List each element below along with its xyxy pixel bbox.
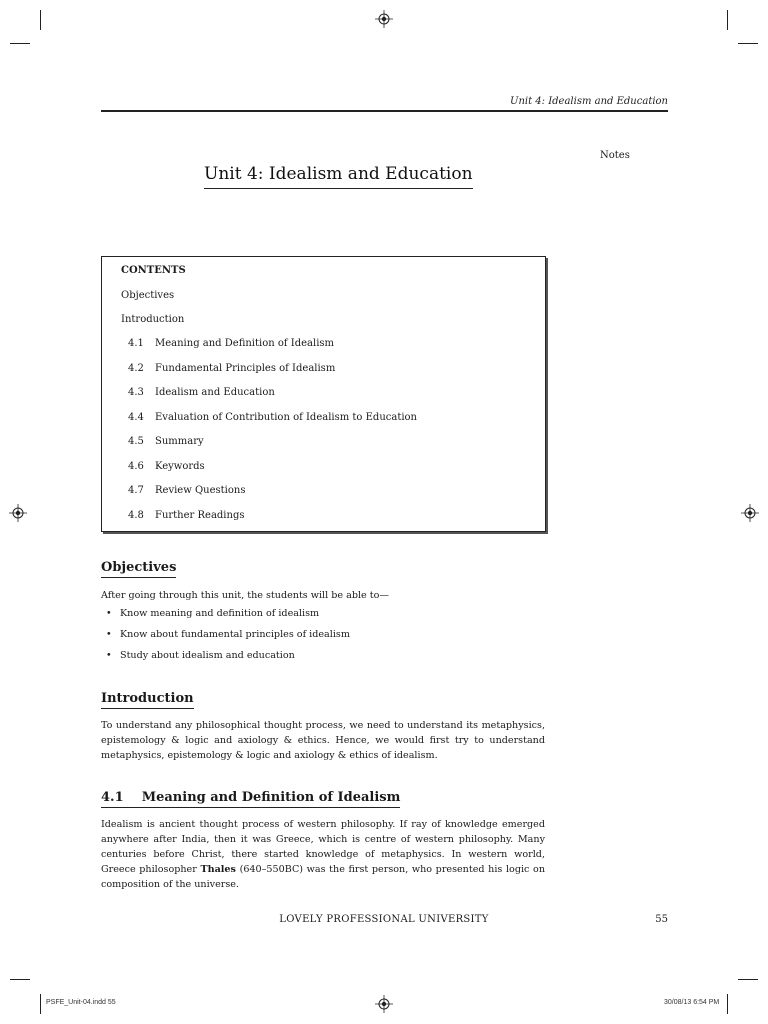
page-number: 55: [655, 914, 668, 925]
contents-item-number: 4.5: [128, 436, 144, 447]
contents-heading: CONTENTS: [121, 265, 186, 276]
contents-item-objectives: Objectives: [121, 290, 175, 301]
contents-item-number: 4.3: [128, 387, 144, 398]
contents-item-number: 4.2: [128, 363, 144, 374]
section-4-1-paragraph: [101, 817, 545, 892]
crop-mark: [727, 994, 728, 1014]
contents-item-number: 4.1: [128, 338, 144, 349]
contents-item-label: Idealism and Education: [155, 387, 275, 398]
header-rule: [101, 110, 668, 112]
registration-mark-icon: [9, 504, 27, 522]
crop-mark: [10, 43, 30, 44]
crop-mark: [738, 979, 758, 980]
introduction-paragraph: To understand any philosophical thought process, we need to understand its metaphysics, epistemology & logic and axiology & ethics. Hence, we would first try to understand metaphysics, epistemology & logic and axiology & ethics of idealism.: [101, 720, 545, 761]
contents-item-number: 4.4: [128, 412, 144, 423]
bullet-text: Know about fundamental principles of idealism: [120, 629, 350, 640]
contents-item-label: Keywords: [155, 461, 205, 472]
running-header: Unit 4: Idealism and Education: [510, 96, 668, 107]
bullet-icon: •: [106, 629, 112, 640]
objectives-heading: Objectives: [101, 560, 176, 578]
crop-mark: [40, 10, 41, 30]
contents-item-label: Evaluation of Contribution of Idealism to Education: [155, 412, 417, 423]
bullet-text: Know meaning and definition of idealism: [120, 608, 320, 619]
objectives-intro: After going through this unit, the students will be able to—: [101, 590, 389, 601]
list-item: [106, 650, 295, 661]
bullet-text: Study about idealism and education: [120, 650, 295, 661]
bullet-icon: •: [106, 608, 112, 619]
crop-mark: [10, 979, 30, 980]
contents-box: [101, 256, 546, 532]
paragraph-bold-name: Thales: [200, 864, 236, 875]
contents-item-number: 4.7: [128, 485, 144, 496]
page-title: Unit 4: Idealism and Education: [204, 164, 473, 189]
notes-label: Notes: [600, 150, 630, 161]
introduction-heading: Introduction: [101, 691, 194, 709]
registration-mark-icon: [375, 995, 393, 1013]
contents-item-label: Meaning and Definition of Idealism: [155, 338, 335, 349]
print-slug-file: PSFE_Unit-04.indd 55: [46, 999, 116, 1006]
paragraph-text: Idealism is ancient thought process of western philosophy. If ray of knowledge emerged anywhere after India, then it was Greece, which is centre of western philosophy. Many centuries before Christ, there started knowledge of metaphysics. In western world, Greece philosopher: [101, 819, 545, 875]
section-4-1-heading: 4.1 Meaning and Definition of Idealism: [101, 790, 400, 808]
paragraph-text: (640–550BC) was the first person, who presented his logic on composition of the universe.: [101, 864, 545, 890]
contents-item-number: 4.8: [128, 510, 144, 521]
contents-item-label: Review Questions: [155, 485, 246, 496]
crop-mark: [40, 994, 41, 1014]
contents-item-label: Further Readings: [155, 510, 245, 521]
print-slug-date: 30/08/13 6:54 PM: [664, 999, 720, 1006]
footer-university: LOVELY PROFESSIONAL UNIVERSITY: [279, 914, 489, 925]
bullet-icon: •: [106, 650, 112, 661]
crop-mark: [738, 43, 758, 44]
registration-mark-icon: [375, 10, 393, 28]
contents-item-label: Fundamental Principles of Idealism: [155, 363, 336, 374]
contents-item-introduction: Introduction: [121, 314, 185, 325]
list-item: [106, 608, 319, 619]
contents-item-number: 4.6: [128, 461, 144, 472]
list-item: [106, 629, 350, 640]
crop-mark: [727, 10, 728, 30]
contents-item-label: Summary: [155, 436, 204, 447]
registration-mark-icon: [741, 504, 759, 522]
